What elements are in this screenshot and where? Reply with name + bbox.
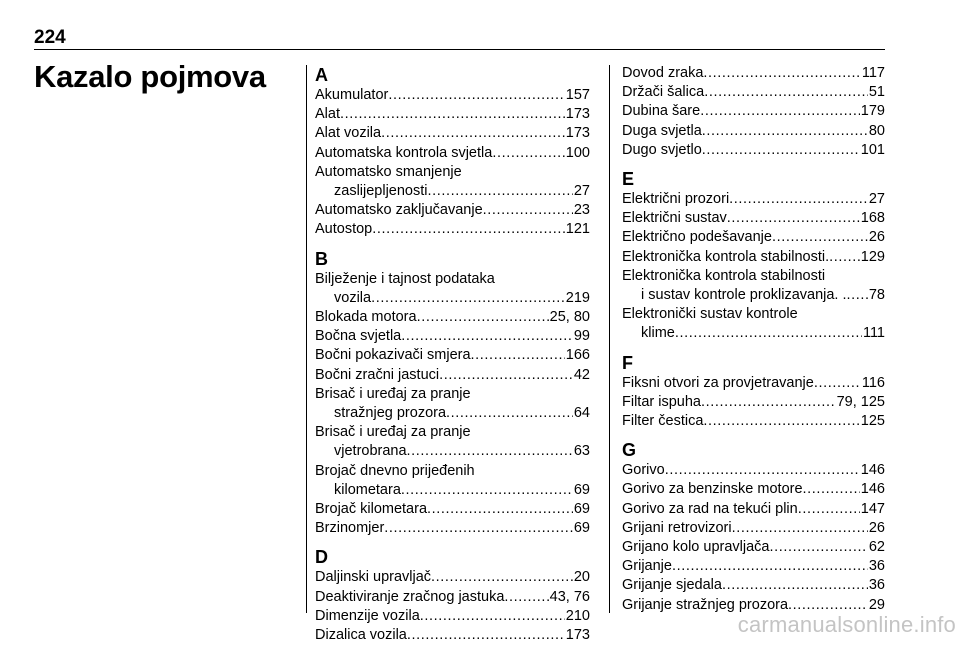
entry-page-ref[interactable]: 25, 80 bbox=[549, 309, 590, 326]
entry-page-ref[interactable]: 129 bbox=[860, 248, 885, 265]
index-entry bbox=[315, 201, 590, 220]
entry-page-ref[interactable]: 63 bbox=[573, 443, 590, 460]
dot-leader bbox=[428, 182, 573, 201]
entry-page-ref[interactable]: 29 bbox=[868, 596, 885, 613]
index-entry bbox=[622, 500, 885, 519]
dot-leader bbox=[722, 576, 868, 595]
index-entry bbox=[622, 557, 885, 576]
index-section bbox=[315, 248, 590, 539]
dot-leader bbox=[401, 481, 573, 500]
index-entry bbox=[315, 385, 590, 423]
index-entry bbox=[315, 270, 590, 308]
entry-term: Brojač dnevno prijeđenih bbox=[315, 462, 475, 479]
entry-line bbox=[315, 182, 590, 201]
entry-term: Brojač kilometara bbox=[315, 501, 428, 518]
dot-leader bbox=[371, 289, 565, 308]
entry-line bbox=[315, 270, 590, 289]
entry-line bbox=[315, 124, 590, 143]
entry-page-ref[interactable]: 173 bbox=[565, 106, 590, 123]
index-entry bbox=[315, 105, 590, 124]
entry-line bbox=[622, 324, 885, 343]
entry-line bbox=[622, 190, 885, 209]
dot-leader bbox=[700, 102, 860, 121]
section-letter: F bbox=[622, 352, 633, 373]
dot-leader bbox=[401, 327, 573, 346]
entry-page-ref[interactable]: 26 bbox=[868, 229, 885, 246]
index-entry bbox=[622, 228, 885, 247]
header-rule bbox=[34, 49, 885, 50]
entry-page-ref[interactable]: 101 bbox=[860, 141, 885, 158]
entry-term: Električni prozori bbox=[622, 191, 730, 208]
entry-term: stražnjeg prozora bbox=[334, 405, 447, 422]
entry-line bbox=[315, 404, 590, 423]
section-letter: B bbox=[315, 248, 328, 269]
page-number: 224 bbox=[34, 27, 66, 48]
dot-leader bbox=[504, 588, 548, 607]
index-entry bbox=[622, 83, 885, 102]
entry-term: Držači šalica bbox=[622, 84, 705, 101]
entry-line bbox=[315, 481, 590, 500]
dot-leader bbox=[729, 190, 868, 209]
entry-line bbox=[622, 500, 885, 519]
entry-line bbox=[315, 289, 590, 308]
entry-term: Grijani retrovizori bbox=[622, 519, 732, 536]
entry-page-ref[interactable]: 69 bbox=[573, 481, 590, 498]
index-entry bbox=[622, 267, 885, 305]
entry-page-ref[interactable]: 179 bbox=[860, 103, 885, 120]
entry-term: Autostop bbox=[315, 221, 373, 238]
entry-page-ref[interactable]: 173 bbox=[565, 125, 590, 142]
index-entry bbox=[315, 327, 590, 346]
entry-line bbox=[622, 576, 885, 595]
dot-leader bbox=[814, 374, 861, 393]
entry-line bbox=[315, 500, 590, 519]
entry-page-ref[interactable]: 99 bbox=[573, 328, 590, 345]
entry-term: Deaktiviranje zračnog jastuka bbox=[315, 588, 505, 605]
dot-leader bbox=[675, 324, 862, 343]
index-section bbox=[622, 168, 885, 344]
entry-term: Automatsko zaključavanje bbox=[315, 202, 483, 219]
entry-page-ref[interactable]: 116 bbox=[861, 374, 885, 391]
entry-page-ref[interactable]: 111 bbox=[862, 325, 885, 342]
dot-leader bbox=[701, 393, 836, 412]
index-entry bbox=[622, 519, 885, 538]
dot-leader bbox=[388, 86, 564, 105]
entry-line bbox=[622, 286, 885, 305]
entry-term: Automatsko smanjenje bbox=[315, 163, 462, 180]
dot-leader bbox=[384, 519, 573, 538]
entry-page-ref[interactable]: 42 bbox=[573, 366, 590, 383]
dot-leader bbox=[417, 308, 549, 327]
dot-leader bbox=[798, 500, 860, 519]
entry-page-ref[interactable]: 125 bbox=[860, 413, 885, 430]
index-section bbox=[622, 64, 885, 160]
entry-term: Gorivo za benzinske motore bbox=[622, 481, 803, 498]
entry-line bbox=[315, 423, 590, 442]
entry-term: Dugo svjetlo bbox=[622, 141, 702, 158]
entry-term: Gorivo za rad na tekući plin bbox=[622, 500, 798, 517]
entry-page-ref[interactable]: 78 bbox=[868, 287, 885, 304]
index-entry bbox=[315, 568, 590, 587]
dot-leader bbox=[483, 201, 573, 220]
entry-page-ref[interactable]: 146 bbox=[860, 481, 885, 498]
dot-leader bbox=[439, 366, 573, 385]
entry-page-ref[interactable]: 168 bbox=[860, 210, 885, 227]
section-letter: G bbox=[622, 440, 637, 461]
dot-leader bbox=[702, 122, 868, 141]
entry-term: vozila bbox=[334, 289, 372, 306]
entry-page-ref[interactable]: 80 bbox=[868, 122, 885, 139]
index-entry bbox=[622, 305, 885, 343]
entry-term: Dizalica vozila bbox=[315, 627, 407, 644]
dot-leader bbox=[372, 220, 565, 239]
entry-term: Duga svjetla bbox=[622, 122, 702, 139]
entry-term: zaslijepljenosti bbox=[334, 183, 428, 200]
dot-leader bbox=[703, 64, 860, 83]
index-entry bbox=[315, 308, 590, 327]
entry-term: Alat bbox=[315, 106, 340, 123]
entry-line bbox=[315, 163, 590, 182]
entry-page-ref[interactable]: 20 bbox=[573, 569, 590, 586]
index-column-1 bbox=[315, 64, 590, 645]
entry-line bbox=[315, 568, 590, 587]
dot-leader bbox=[803, 480, 860, 499]
entry-term: Daljinski upravljač bbox=[315, 569, 432, 586]
entry-term: kilometara bbox=[334, 481, 401, 498]
entry-page-ref[interactable]: 62 bbox=[868, 539, 885, 556]
entry-term: Bočna svjetla bbox=[315, 328, 402, 345]
dot-leader bbox=[471, 346, 565, 365]
index-entry bbox=[315, 124, 590, 143]
entry-line bbox=[315, 201, 590, 220]
entry-line bbox=[622, 374, 885, 393]
entry-line bbox=[622, 228, 885, 247]
dot-leader bbox=[407, 626, 565, 645]
entry-term: Električni sustav bbox=[622, 210, 727, 227]
entry-line bbox=[622, 83, 885, 102]
dot-leader bbox=[431, 568, 573, 587]
entry-line bbox=[622, 122, 885, 141]
index-entry bbox=[315, 462, 590, 500]
entry-line bbox=[315, 607, 590, 626]
index-entry bbox=[622, 248, 885, 267]
entry-page-ref[interactable]: 121 bbox=[565, 221, 590, 238]
entry-line bbox=[622, 248, 885, 267]
column-divider-right bbox=[609, 65, 610, 613]
dot-leader bbox=[672, 557, 868, 576]
index-entry bbox=[622, 576, 885, 595]
entry-page-ref[interactable]: 43, 76 bbox=[549, 588, 590, 605]
entry-line bbox=[315, 462, 590, 481]
entry-term: Brisač i uređaj za pranje bbox=[315, 424, 471, 441]
index-title: Kazalo pojmova bbox=[34, 59, 266, 94]
entry-term: Akumulator bbox=[315, 87, 389, 103]
index-entry bbox=[315, 86, 590, 105]
index-entry bbox=[315, 607, 590, 626]
index-entry bbox=[622, 141, 885, 160]
entry-term: Fiksni otvori za provjetravanje bbox=[622, 374, 814, 391]
entry-term: Blokada motora bbox=[315, 309, 417, 326]
dot-leader bbox=[704, 83, 868, 102]
entry-line bbox=[315, 442, 590, 461]
entry-page-ref[interactable]: 36 bbox=[868, 577, 885, 594]
entry-line bbox=[622, 305, 885, 324]
entry-line bbox=[622, 519, 885, 538]
entry-term: Elektronički sustav kontrole bbox=[622, 306, 798, 323]
dot-leader bbox=[702, 141, 860, 160]
entry-line bbox=[315, 588, 590, 607]
entry-term: Dubina šare bbox=[622, 103, 701, 120]
dot-leader bbox=[427, 500, 573, 519]
index-section bbox=[622, 352, 885, 432]
entry-line bbox=[622, 102, 885, 121]
index-entry bbox=[315, 500, 590, 519]
section-letter: D bbox=[315, 547, 328, 568]
dot-leader bbox=[381, 124, 565, 143]
entry-line bbox=[315, 105, 590, 124]
entry-page-ref[interactable]: 147 bbox=[860, 500, 885, 517]
index-entry bbox=[622, 461, 885, 480]
entry-line bbox=[315, 385, 590, 404]
entry-term: vjetrobrana bbox=[334, 443, 407, 460]
dot-leader bbox=[727, 209, 860, 228]
entry-term: Automatska kontrola svjetla bbox=[315, 144, 493, 161]
entry-term: Grijano kolo upravljača bbox=[622, 539, 770, 556]
index-entry bbox=[315, 144, 590, 163]
entry-line bbox=[622, 64, 885, 83]
index-entry bbox=[315, 588, 590, 607]
entry-line bbox=[622, 267, 885, 286]
dot-leader bbox=[770, 538, 868, 557]
entry-line bbox=[622, 209, 885, 228]
entry-page-ref[interactable]: 64 bbox=[573, 405, 590, 422]
entry-term: Elektronička kontrola stabilnosti. bbox=[622, 248, 830, 265]
index-entry bbox=[622, 64, 885, 83]
entry-page-ref[interactable]: 219 bbox=[565, 289, 590, 306]
entry-page-ref[interactable]: 79, 125 bbox=[836, 393, 885, 410]
entry-line bbox=[315, 220, 590, 239]
entry-page-ref[interactable]: 100 bbox=[565, 144, 590, 161]
dot-leader bbox=[407, 442, 573, 461]
entry-page-ref[interactable]: 173 bbox=[565, 627, 590, 644]
index-entry bbox=[622, 538, 885, 557]
index-entry bbox=[315, 423, 590, 461]
entry-page-ref[interactable]: 27 bbox=[868, 191, 885, 208]
dot-leader bbox=[665, 461, 860, 480]
index-entry bbox=[622, 190, 885, 209]
entry-page-ref[interactable]: 27 bbox=[573, 183, 590, 200]
entry-page-ref[interactable]: 23 bbox=[573, 202, 590, 219]
index-entry bbox=[315, 220, 590, 239]
entry-page-ref[interactable]: 146 bbox=[860, 462, 885, 479]
index-section bbox=[622, 439, 885, 615]
entry-term: Elektronička kontrola stabilnosti bbox=[622, 267, 826, 284]
index-column-2 bbox=[622, 64, 885, 615]
entry-line bbox=[622, 412, 885, 431]
entry-term: Električno podešavanje bbox=[622, 229, 772, 246]
entry-term: klime bbox=[641, 325, 675, 342]
index-entry bbox=[622, 122, 885, 141]
entry-page-ref[interactable]: 69 bbox=[573, 501, 590, 518]
entry-term: Bilježenje i tajnost podataka bbox=[315, 270, 495, 287]
entry-term: Filtar ispuha bbox=[622, 393, 701, 410]
dot-leader bbox=[829, 248, 860, 267]
entry-line bbox=[622, 393, 885, 412]
dot-leader bbox=[340, 105, 565, 124]
index-entry bbox=[315, 366, 590, 385]
entry-term: Alat vozila bbox=[315, 125, 382, 142]
entry-line bbox=[315, 366, 590, 385]
dot-leader bbox=[420, 607, 565, 626]
entry-page-ref[interactable]: 51 bbox=[868, 84, 885, 101]
section-letter: E bbox=[622, 169, 635, 190]
index-entry bbox=[622, 102, 885, 121]
entry-term: Grijanje sjedala bbox=[622, 577, 722, 594]
entry-term: Grijanje bbox=[622, 558, 672, 575]
entry-page-ref[interactable]: 166 bbox=[565, 347, 590, 364]
entry-line bbox=[315, 327, 590, 346]
entry-term: Bočni zračni jastuci bbox=[315, 366, 440, 383]
entry-line bbox=[315, 626, 590, 645]
entry-term: Brzinomjer bbox=[315, 520, 385, 537]
entry-line bbox=[622, 480, 885, 499]
index-entry bbox=[315, 519, 590, 538]
entry-term: Bočni pokazivači smjera bbox=[315, 347, 471, 364]
entry-term: Brisač i uređaj za pranje bbox=[315, 385, 471, 402]
column-divider-left bbox=[306, 65, 307, 613]
entry-term: Filter čestica bbox=[622, 413, 704, 430]
dot-leader bbox=[772, 228, 868, 247]
entry-page-ref[interactable]: 36 bbox=[868, 558, 885, 575]
dot-leader bbox=[446, 404, 573, 423]
entry-line bbox=[315, 144, 590, 163]
entry-page-ref[interactable]: 157 bbox=[565, 87, 590, 103]
entry-line bbox=[622, 557, 885, 576]
index-entry bbox=[315, 626, 590, 645]
entry-line bbox=[315, 346, 590, 365]
dot-leader bbox=[847, 286, 868, 305]
index-section bbox=[315, 64, 590, 240]
index-entry bbox=[622, 393, 885, 412]
entry-term: Dimenzije vozila bbox=[315, 607, 420, 624]
dot-leader bbox=[703, 412, 859, 431]
index-entry bbox=[315, 346, 590, 365]
dot-leader bbox=[492, 144, 564, 163]
entry-line bbox=[622, 538, 885, 557]
index-entry bbox=[622, 480, 885, 499]
index-entry bbox=[315, 163, 590, 201]
entry-term: Grijanje stražnjeg prozora bbox=[622, 596, 789, 613]
index-entry bbox=[622, 412, 885, 431]
index-section bbox=[315, 546, 590, 645]
dot-leader bbox=[732, 519, 868, 538]
entry-line bbox=[622, 461, 885, 480]
section-letter: A bbox=[315, 65, 328, 85]
index-entry bbox=[622, 209, 885, 228]
entry-term: i sustav kontrole proklizavanja. . bbox=[641, 287, 847, 304]
entry-line bbox=[315, 308, 590, 327]
entry-page-ref[interactable]: 117 bbox=[861, 65, 885, 81]
entry-line bbox=[315, 86, 590, 105]
entry-line bbox=[315, 519, 590, 538]
entry-page-ref[interactable]: 69 bbox=[573, 520, 590, 537]
entry-term: Dovod zraka bbox=[622, 65, 704, 81]
entry-page-ref[interactable]: 210 bbox=[565, 607, 590, 624]
watermark: carmanualsonline.info bbox=[737, 612, 956, 637]
entry-term: Gorivo bbox=[622, 462, 665, 479]
entry-line bbox=[622, 141, 885, 160]
entry-page-ref[interactable]: 26 bbox=[868, 519, 885, 536]
index-entry bbox=[622, 374, 885, 393]
